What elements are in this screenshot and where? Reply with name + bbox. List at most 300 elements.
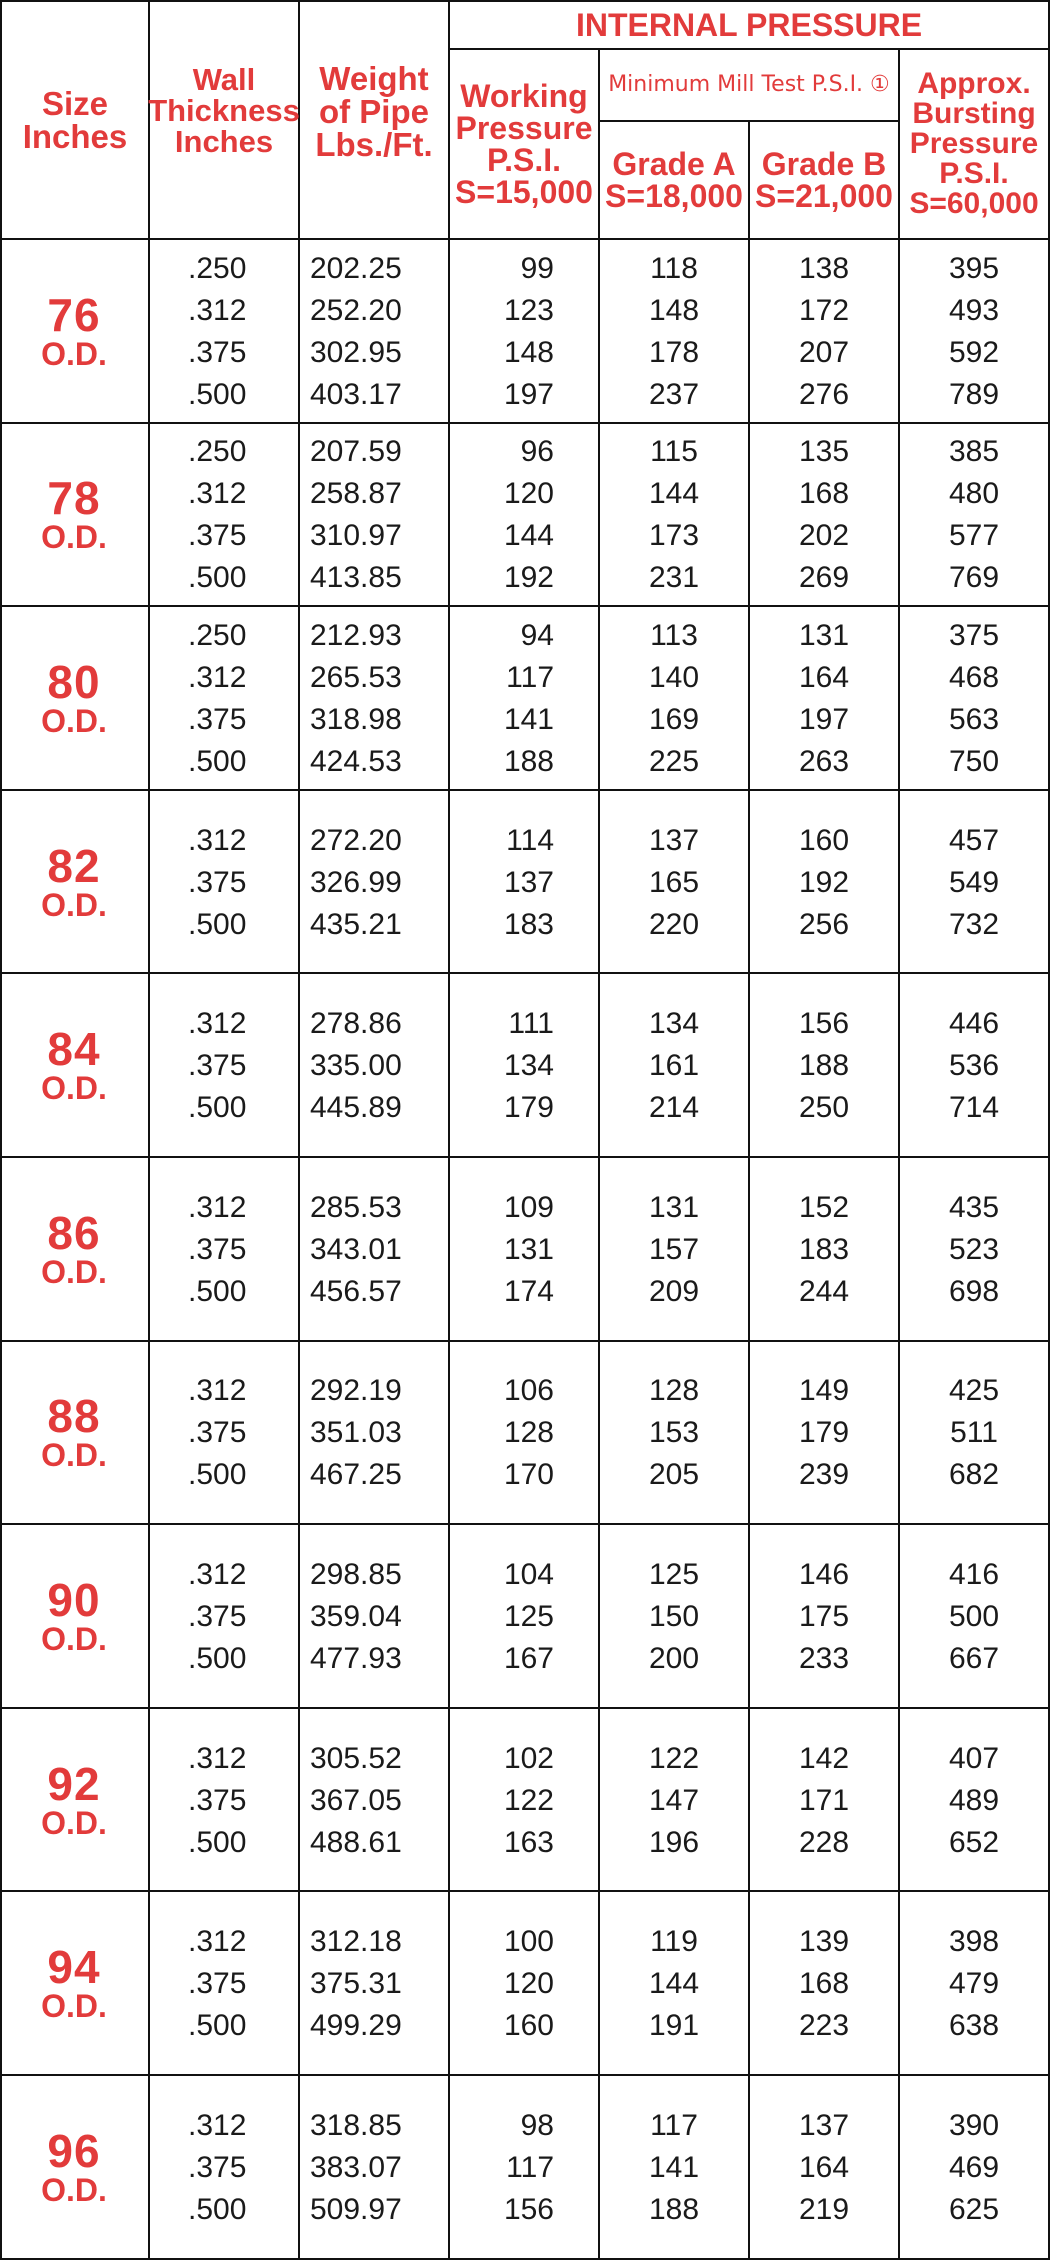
working-pressure-cell: 174 [503, 1274, 554, 1308]
table-row [0, 1454, 1050, 1496]
table-row [0, 248, 1050, 290]
header-wall-thickness [150, 2, 298, 238]
grade-a-cell: 115 [650, 435, 698, 469]
weight-cell: 375.31 [310, 1967, 402, 2001]
working-pressure-cell: 122 [503, 1783, 554, 1817]
grade-a-cell: 128 [648, 1374, 700, 1408]
table-row [0, 473, 1050, 515]
wall-thickness-cell: .375 [188, 865, 247, 899]
table-row [0, 1187, 1050, 1229]
grade-b-cell: 179 [798, 1416, 850, 1450]
grade-b-cell: 244 [798, 1274, 850, 1308]
grade-a-cell: 191 [648, 2009, 700, 2043]
bursting-pressure-cell: 592 [948, 335, 1000, 369]
table-row [0, 2105, 1050, 2147]
grade-a-cell: 214 [648, 1091, 700, 1125]
working-pressure-cell: 160 [503, 2009, 554, 2043]
wall-thickness-cell: .312 [188, 1374, 247, 1408]
table-row [0, 1412, 1050, 1454]
weight-cell: 445.89 [310, 1091, 402, 1125]
header-min-mill-test-label: Minimum Mill Test P.S.I. ① [608, 72, 890, 97]
working-pressure-cell: 128 [503, 1416, 554, 1450]
grade-a-cell: 119 [650, 1925, 698, 1959]
weight-cell: 403.17 [310, 377, 402, 411]
size-unit: O.D. [41, 1620, 107, 1657]
header-weight [300, 2, 448, 238]
bursting-pressure-cell: 549 [948, 865, 1000, 899]
table-row [0, 615, 1050, 657]
bursting-pressure-cell: 577 [948, 519, 1000, 553]
wall-thickness-cell: .375 [188, 702, 247, 736]
grade-a-cell: 153 [648, 1416, 700, 1450]
grade-a-cell: 169 [648, 702, 700, 736]
weight-cell: 292.19 [310, 1374, 402, 1408]
wall-thickness-cell: .312 [188, 660, 247, 694]
grade-a-cell: 205 [648, 1458, 700, 1492]
bursting-pressure-cell: 385 [948, 435, 1000, 469]
bursting-pressure-cell: 714 [948, 1091, 1000, 1125]
working-pressure-cell: 96 [520, 435, 554, 469]
grade-b-cell: 137 [798, 2108, 850, 2142]
grade-b-cell: 171 [798, 1783, 850, 1817]
wall-thickness-cell: .250 [188, 618, 247, 652]
working-pressure-cell: 94 [520, 618, 554, 652]
grade-b-cell: 263 [798, 744, 850, 778]
working-pressure-cell: 104 [503, 1557, 554, 1591]
table-row [0, 1045, 1050, 1087]
weight-cell: 305.52 [310, 1741, 402, 1775]
wall-thickness-cell: .375 [188, 1416, 247, 1450]
table-row [0, 1921, 1050, 1963]
header-grade-a-label: Grade A S=18,000 [605, 146, 743, 214]
bursting-pressure-cell: 457 [948, 823, 1000, 857]
grade-b-cell: 172 [798, 293, 850, 327]
grade-b-cell: 192 [798, 865, 850, 899]
table-row [0, 862, 1050, 904]
bursting-pressure-cell: 769 [948, 561, 1000, 595]
wall-thickness-cell: .375 [188, 1967, 247, 2001]
size-group-96 [0, 2076, 1050, 2260]
working-pressure-cell: 197 [503, 377, 554, 411]
wall-thickness-cell: .312 [188, 1007, 247, 1041]
table-row [0, 699, 1050, 741]
grade-b-cell: 164 [798, 2150, 850, 2184]
weight-cell: 488.61 [310, 1825, 402, 1859]
wall-thickness-cell: .500 [188, 907, 247, 941]
header-size-label: Size Inches [22, 85, 128, 155]
table-row [0, 1780, 1050, 1822]
header-grade-b-label: Grade B S=21,000 [755, 146, 893, 214]
working-pressure-cell: 117 [506, 2150, 554, 2184]
wall-thickness-cell: .500 [188, 1274, 247, 1308]
weight-cell: 318.98 [310, 702, 402, 736]
size-group-92 [0, 1709, 1050, 1893]
grade-a-cell: 165 [648, 865, 700, 899]
grade-a-cell: 122 [648, 1741, 700, 1775]
grade-a-cell: 225 [648, 744, 700, 778]
table-row [0, 1087, 1050, 1129]
grade-a-cell: 220 [648, 907, 700, 941]
table-row [0, 657, 1050, 699]
grade-b-cell: 239 [798, 1458, 850, 1492]
grid-line [0, 789, 1050, 791]
grid-line [0, 1340, 1050, 1342]
wall-thickness-cell: .500 [188, 1641, 247, 1675]
bursting-pressure-cell: 398 [948, 1925, 1000, 1959]
grid-line [0, 1523, 1050, 1525]
grade-b-cell: 269 [798, 561, 850, 595]
table-row [0, 904, 1050, 946]
grade-b-cell: 188 [798, 1049, 850, 1083]
weight-cell: 252.20 [310, 293, 402, 327]
bursting-pressure-cell: 468 [948, 660, 1000, 694]
size-unit: O.D. [41, 702, 107, 739]
size-group-80 [0, 607, 1050, 791]
weight-cell: 202.25 [310, 251, 402, 285]
working-pressure-cell: 183 [503, 907, 554, 941]
grade-a-cell: 137 [648, 823, 700, 857]
table-row [0, 515, 1050, 557]
wall-thickness-cell: .375 [188, 519, 247, 553]
working-pressure-cell: 144 [503, 519, 554, 553]
working-pressure-cell: 188 [503, 744, 554, 778]
header-min-mill-test [600, 50, 898, 120]
header-grade-a [600, 122, 748, 238]
bursting-pressure-cell: 750 [948, 744, 1000, 778]
working-pressure-cell: 123 [503, 293, 554, 327]
weight-cell: 312.18 [310, 1925, 402, 1959]
table-row [0, 1229, 1050, 1271]
size-group-88 [0, 1342, 1050, 1526]
grid-line [0, 1707, 1050, 1709]
bursting-pressure-cell: 435 [948, 1190, 1000, 1224]
weight-cell: 383.07 [310, 2150, 402, 2184]
bursting-pressure-cell: 698 [948, 1274, 1000, 1308]
grid-line [0, 1890, 1050, 1892]
working-pressure-cell: 170 [503, 1458, 554, 1492]
table-row [0, 1822, 1050, 1864]
working-pressure-cell: 167 [503, 1641, 554, 1675]
weight-cell: 278.86 [310, 1007, 402, 1041]
wall-thickness-cell: .500 [188, 744, 247, 778]
working-pressure-cell: 179 [503, 1091, 554, 1125]
header-bursting-pressure [900, 50, 1048, 238]
grade-a-cell: 178 [648, 335, 700, 369]
size-unit: O.D. [41, 1804, 107, 1841]
wall-thickness-cell: .250 [188, 435, 247, 469]
working-pressure-cell: 192 [503, 561, 554, 595]
size-group-78 [0, 424, 1050, 608]
table-row [0, 2189, 1050, 2231]
grade-b-cell: 256 [798, 907, 850, 941]
table-row [0, 1596, 1050, 1638]
grade-a-cell: 148 [648, 293, 700, 327]
working-pressure-cell: 111 [508, 1007, 554, 1041]
grade-b-cell: 175 [798, 1599, 850, 1633]
weight-cell: 212.93 [310, 618, 402, 652]
table-row [0, 741, 1050, 783]
grade-a-cell: 237 [648, 377, 700, 411]
size-unit: O.D. [41, 886, 107, 923]
bursting-pressure-cell: 536 [948, 1049, 1000, 1083]
wall-thickness-cell: .375 [188, 2150, 247, 2184]
grade-b-cell: 164 [798, 660, 850, 694]
size-number: 86 [47, 1206, 101, 1259]
grid-line [0, 972, 1050, 974]
header-working-pressure [450, 50, 598, 238]
header-internal-pressure-label: INTERNAL PRESSURE [575, 7, 923, 43]
grade-b-cell: 228 [798, 1825, 850, 1859]
table-row [0, 1963, 1050, 2005]
weight-cell: 285.53 [310, 1190, 402, 1224]
size-number: 76 [47, 288, 101, 341]
table-row [0, 290, 1050, 332]
working-pressure-cell: 106 [503, 1374, 554, 1408]
working-pressure-cell: 125 [503, 1599, 554, 1633]
table-row [0, 1554, 1050, 1596]
grade-b-cell: 149 [798, 1374, 850, 1408]
grade-b-cell: 233 [798, 1641, 850, 1675]
working-pressure-cell: 134 [503, 1049, 554, 1083]
bursting-pressure-cell: 489 [948, 1783, 1000, 1817]
grade-a-cell: 141 [648, 2150, 700, 2184]
bursting-pressure-cell: 638 [948, 2009, 1000, 2043]
weight-cell: 435.21 [310, 907, 402, 941]
weight-cell: 359.04 [310, 1599, 402, 1633]
table-row [0, 374, 1050, 416]
header-grade-b [750, 122, 898, 238]
weight-cell: 302.95 [310, 335, 402, 369]
size-unit: O.D. [41, 1070, 107, 1107]
grade-b-cell: 142 [798, 1741, 850, 1775]
header-working-pressure-label: Working Pressure P.S.I. S=15,000 [455, 78, 593, 210]
grade-a-cell: 196 [648, 1825, 700, 1859]
bursting-pressure-cell: 416 [948, 1557, 1000, 1591]
wall-thickness-cell: .375 [188, 1232, 247, 1266]
working-pressure-cell: 148 [503, 335, 554, 369]
table-row [0, 431, 1050, 473]
size-number: 92 [47, 1757, 101, 1810]
wall-thickness-cell: .500 [188, 2009, 247, 2043]
wall-thickness-cell: .312 [188, 477, 247, 511]
grade-a-cell: 209 [648, 1274, 700, 1308]
grade-a-cell: 144 [648, 1967, 700, 2001]
size-number: 90 [47, 1573, 101, 1626]
table-row [0, 557, 1050, 599]
grade-b-cell: 183 [798, 1232, 850, 1266]
header-internal-pressure [450, 2, 1048, 48]
grade-b-cell: 152 [798, 1190, 850, 1224]
grade-b-cell: 219 [798, 2192, 850, 2226]
grade-a-cell: 118 [650, 251, 698, 285]
weight-cell: 499.29 [310, 2009, 402, 2043]
grade-a-cell: 150 [648, 1599, 700, 1633]
working-pressure-cell: 137 [503, 865, 554, 899]
working-pressure-cell: 141 [503, 702, 554, 736]
grade-b-cell: 197 [798, 702, 850, 736]
grade-a-cell: 117 [650, 2108, 698, 2142]
grade-b-cell: 156 [798, 1007, 850, 1041]
weight-cell: 367.05 [310, 1783, 402, 1817]
grade-b-cell: 146 [798, 1557, 850, 1591]
bursting-pressure-cell: 407 [948, 1741, 1000, 1775]
grade-b-cell: 202 [798, 519, 850, 553]
grade-b-cell: 250 [798, 1091, 850, 1125]
bursting-pressure-cell: 682 [948, 1458, 1000, 1492]
grade-b-cell: 223 [798, 2009, 850, 2043]
size-number: 78 [47, 472, 101, 525]
header-size [2, 2, 148, 238]
weight-cell: 318.85 [310, 2108, 402, 2142]
wall-thickness-cell: .500 [188, 377, 247, 411]
wall-thickness-cell: .500 [188, 1825, 247, 1859]
grade-b-cell: 207 [798, 335, 850, 369]
working-pressure-cell: 99 [520, 251, 554, 285]
wall-thickness-cell: .500 [188, 561, 247, 595]
working-pressure-cell: 117 [506, 660, 554, 694]
size-group-94 [0, 1892, 1050, 2076]
weight-cell: 207.59 [310, 435, 402, 469]
grade-a-cell: 144 [648, 477, 700, 511]
wall-thickness-cell: .375 [188, 335, 247, 369]
grade-a-cell: 188 [648, 2192, 700, 2226]
working-pressure-cell: 100 [503, 1925, 554, 1959]
grid-line [0, 605, 1050, 607]
size-number: 84 [47, 1023, 101, 1076]
size-unit: O.D. [41, 1253, 107, 1290]
size-unit: O.D. [41, 2171, 107, 2208]
size-unit: O.D. [41, 519, 107, 556]
size-unit: O.D. [41, 335, 107, 372]
bursting-pressure-cell: 469 [948, 2150, 1000, 2184]
table-row [0, 1638, 1050, 1680]
bursting-pressure-cell: 425 [948, 1374, 1000, 1408]
size-unit: O.D. [41, 1988, 107, 2025]
weight-cell: 326.99 [310, 865, 402, 899]
bursting-pressure-cell: 732 [948, 907, 1000, 941]
wall-thickness-cell: .312 [188, 823, 247, 857]
size-number: 88 [47, 1390, 101, 1443]
bursting-pressure-cell: 390 [948, 2108, 1000, 2142]
grid-line [0, 1156, 1050, 1158]
table-row [0, 1738, 1050, 1780]
working-pressure-cell: 109 [503, 1190, 554, 1224]
grade-a-cell: 157 [648, 1232, 700, 1266]
bursting-pressure-cell: 395 [948, 251, 1000, 285]
bursting-pressure-cell: 789 [948, 377, 1000, 411]
size-group-82 [0, 791, 1050, 975]
size-number: 94 [47, 1941, 101, 1994]
bursting-pressure-cell: 446 [948, 1007, 1000, 1041]
wall-thickness-cell: .312 [188, 293, 247, 327]
size-number: 82 [47, 839, 101, 892]
bursting-pressure-cell: 625 [948, 2192, 1000, 2226]
table-row [0, 1370, 1050, 1412]
size-number: 96 [47, 2124, 101, 2177]
bursting-pressure-cell: 375 [948, 618, 1000, 652]
header-bursting-pressure-label: Approx. Bursting Pressure P.S.I. S=60,000 [909, 67, 1039, 220]
header-wall-label: Wall Thickness Inches [148, 62, 300, 159]
grade-a-cell: 134 [648, 1007, 700, 1041]
wall-thickness-cell: .500 [188, 2192, 247, 2226]
size-unit: O.D. [41, 1437, 107, 1474]
grade-a-cell: 200 [648, 1641, 700, 1675]
bursting-pressure-cell: 480 [948, 477, 1000, 511]
weight-cell: 351.03 [310, 1416, 402, 1450]
wall-thickness-cell: .500 [188, 1091, 247, 1125]
table-row [0, 1271, 1050, 1313]
grade-b-cell: 160 [798, 823, 850, 857]
weight-cell: 509.97 [310, 2192, 402, 2226]
working-pressure-cell: 163 [503, 1825, 554, 1859]
weight-cell: 413.85 [310, 561, 402, 595]
working-pressure-cell: 114 [506, 823, 554, 857]
working-pressure-cell: 102 [503, 1741, 554, 1775]
size-group-90 [0, 1525, 1050, 1709]
weight-cell: 467.25 [310, 1458, 402, 1492]
weight-cell: 335.00 [310, 1049, 402, 1083]
grade-a-cell: 113 [650, 618, 698, 652]
grade-a-cell: 125 [648, 1557, 700, 1591]
grade-a-cell: 231 [648, 561, 700, 595]
weight-cell: 298.85 [310, 1557, 402, 1591]
bursting-pressure-cell: 563 [948, 702, 1000, 736]
grade-b-cell: 276 [798, 377, 850, 411]
grade-b-cell: 168 [798, 477, 850, 511]
grade-b-cell: 135 [798, 435, 850, 469]
bursting-pressure-cell: 479 [948, 1967, 1000, 2001]
grade-b-cell: 131 [798, 618, 850, 652]
header-weight-label: Weight of Pipe Lbs./Ft. [315, 60, 433, 163]
size-group-84 [0, 974, 1050, 1158]
wall-thickness-cell: .375 [188, 1599, 247, 1633]
bursting-pressure-cell: 523 [948, 1232, 1000, 1266]
wall-thickness-cell: .312 [188, 1557, 247, 1591]
wall-thickness-cell: .312 [188, 1925, 247, 1959]
weight-cell: 424.53 [310, 744, 402, 778]
table-row [0, 2147, 1050, 2189]
grade-a-cell: 131 [648, 1190, 700, 1224]
bursting-pressure-cell: 500 [948, 1599, 1000, 1633]
working-pressure-cell: 120 [503, 1967, 554, 2001]
weight-cell: 265.53 [310, 660, 402, 694]
grade-a-cell: 173 [648, 519, 700, 553]
weight-cell: 310.97 [310, 519, 402, 553]
grade-a-cell: 147 [648, 1783, 700, 1817]
grade-b-cell: 139 [798, 1925, 850, 1959]
grade-b-cell: 138 [798, 251, 850, 285]
working-pressure-cell: 120 [503, 477, 554, 511]
weight-cell: 477.93 [310, 1641, 402, 1675]
size-group-86 [0, 1158, 1050, 1342]
grid-line [0, 422, 1050, 424]
bursting-pressure-cell: 511 [950, 1416, 998, 1450]
weight-cell: 343.01 [310, 1232, 402, 1266]
table-row [0, 2005, 1050, 2047]
size-group-76 [0, 240, 1050, 424]
table-row [0, 332, 1050, 374]
grade-a-cell: 161 [648, 1049, 700, 1083]
weight-cell: 258.87 [310, 477, 402, 511]
table-row [0, 820, 1050, 862]
working-pressure-cell: 156 [503, 2192, 554, 2226]
size-number: 80 [47, 655, 101, 708]
wall-thickness-cell: .375 [188, 1049, 247, 1083]
grade-b-cell: 168 [798, 1967, 850, 2001]
working-pressure-cell: 98 [520, 2108, 554, 2142]
working-pressure-cell: 131 [503, 1232, 554, 1266]
wall-thickness-cell: .312 [188, 1741, 247, 1775]
